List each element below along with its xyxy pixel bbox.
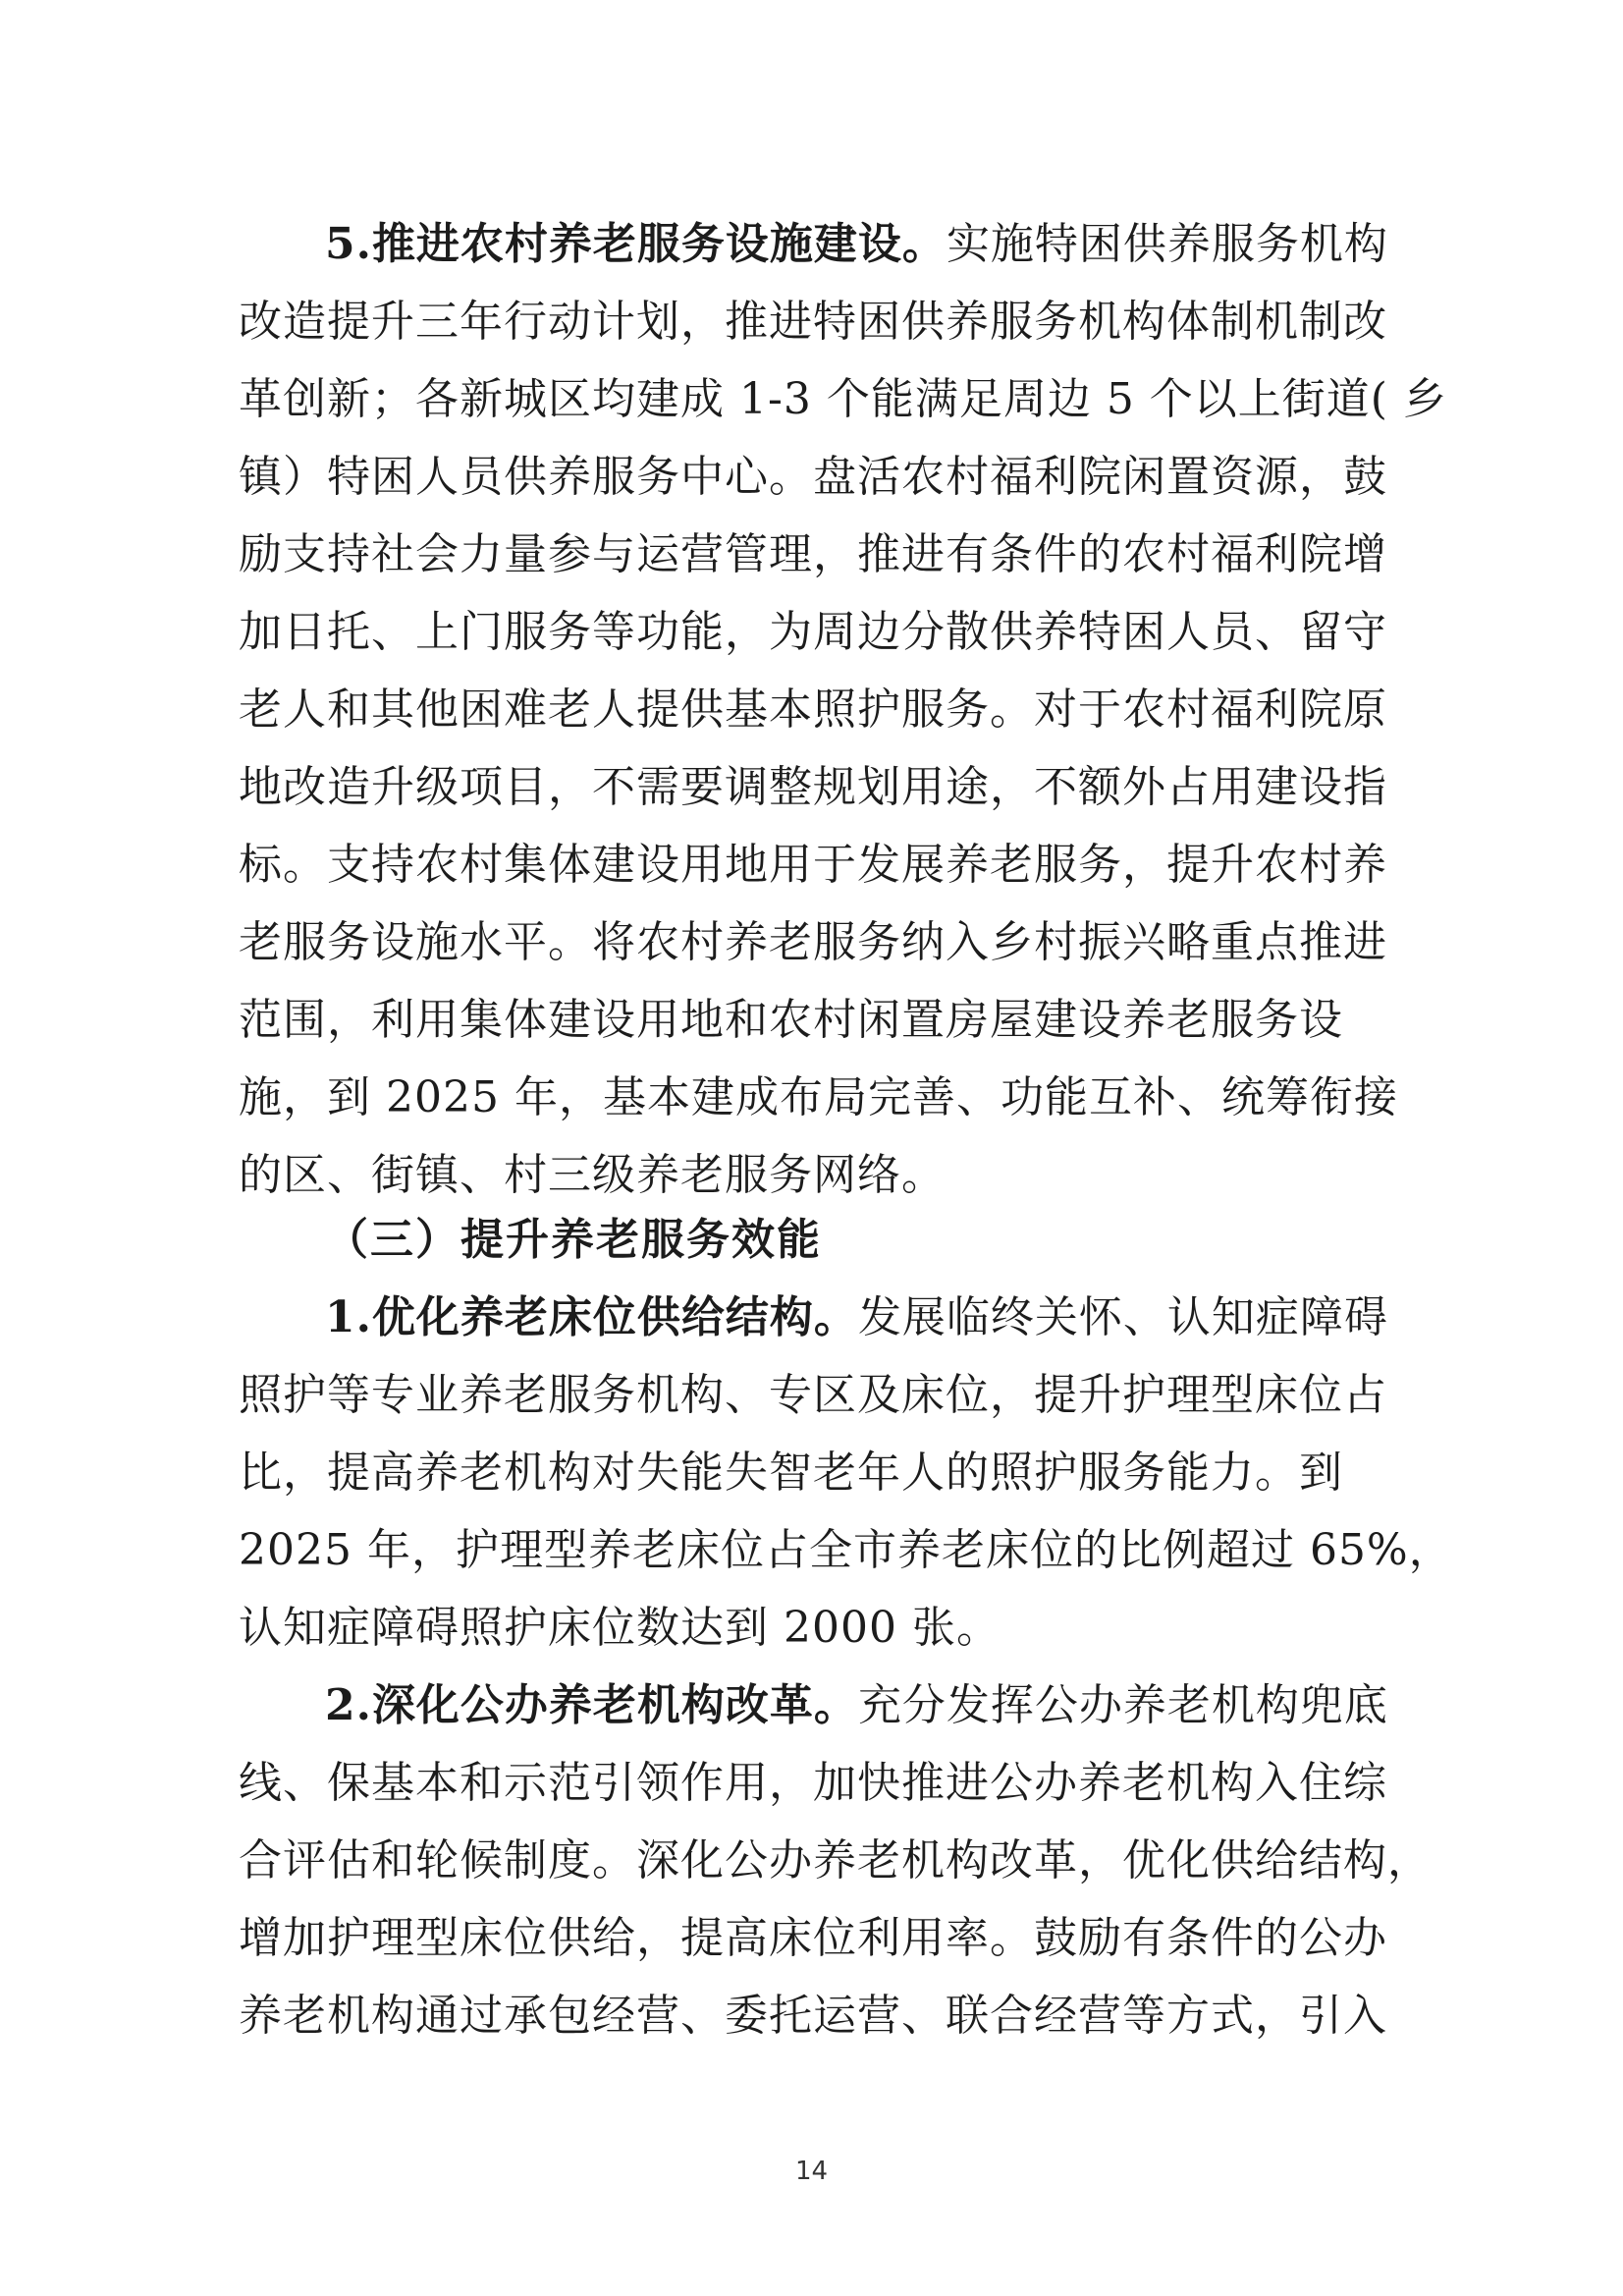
para5-line-6: 老人和其他困难老人提供基本照护服务。对于农村福利院原 [239, 684, 1387, 735]
para5-text: 实施特困供养服务机构 [946, 219, 1388, 269]
page-number: 14 [794, 2157, 829, 2186]
para5-number: 5. [325, 219, 372, 269]
para5-line-4: 励支持社会力量参与运营管理，推进有条件的农村福利院增 [239, 529, 1387, 579]
para2-line-0 [325, 1676, 1388, 1735]
para5-line-12: 的区、街镇、村三级养老服务网络。 [239, 1150, 946, 1200]
para1-text: 发展临终关怀、认知症障碍 [857, 1292, 1388, 1342]
para2-line-4: 养老机构通过承包经营、委托运营、联合经营等方式，引入 [239, 1991, 1387, 2041]
para5-line-1: 改造提升三年行动计划，推进特困供养服务机构体制机制改 [239, 297, 1387, 347]
para2-line-1: 线、保基本和示范引领作用，加快推进公办养老机构入住综 [239, 1758, 1387, 1808]
para1-line-0 [325, 1288, 1388, 1347]
para5-line-2: 革创新；各新城区均建成 1-3 个能满足周边 5 个以上街道( 乡 [239, 374, 1447, 424]
para1-number: 1. [325, 1292, 372, 1342]
para1-line-4: 认知症障碍照护床位数达到 2000 张。 [239, 1603, 1001, 1653]
para1-line-1: 照护等专业养老服务机构、专区及床位，提升护理型床位占 [239, 1370, 1387, 1420]
para1-title: 优化养老床位供给结构。 [371, 1292, 858, 1342]
para5-title: 推进农村养老服务设施建设。 [371, 219, 947, 269]
para2-number: 2. [325, 1680, 372, 1730]
para5-line-11: 施，到 2025 年，基本建成布局完善、功能互补、统筹衔接 [239, 1072, 1398, 1122]
para5-line-10: 范围，利用集体建设用地和农村闲置房屋建设养老服务设 [239, 995, 1343, 1045]
para5-line-5: 加日托、上门服务等功能，为周边分散供养特困人员、留守 [239, 607, 1387, 657]
para5-line-8: 标。支持农村集体建设用地用于发展养老服务，提升农村养 [239, 840, 1387, 890]
para2-line-3: 增加护理型床位供给，提高床位利用率。鼓励有条件的公办 [239, 1913, 1387, 1963]
para5-line-7: 地改造升级项目，不需要调整规划用途，不额外占用建设指 [239, 762, 1387, 812]
para2-line-2: 合评估和轮候制度。深化公办养老机构改革，优化供给结构， [239, 1835, 1432, 1886]
para2-title: 深化公办养老机构改革。 [371, 1680, 858, 1730]
para2-text: 充分发挥公办养老机构兜底 [857, 1680, 1388, 1730]
section3-heading: （三）提升养老服务效能 [325, 1215, 822, 1265]
para5-line-9: 老服务设施水平。将农村养老服务纳入乡村振兴略重点推进 [239, 917, 1387, 967]
para5-line-0 [325, 215, 1388, 274]
para1-line-2: 比，提高养老机构对失能失智老年人的照护服务能力。到 [239, 1448, 1343, 1498]
para5-line-3: 镇）特困人员供养服务中心。盘活农村福利院闲置资源，鼓 [239, 452, 1387, 502]
para1-line-3: 2025 年，护理型养老床位占全市养老床位的比例超过 65%， [239, 1525, 1453, 1575]
